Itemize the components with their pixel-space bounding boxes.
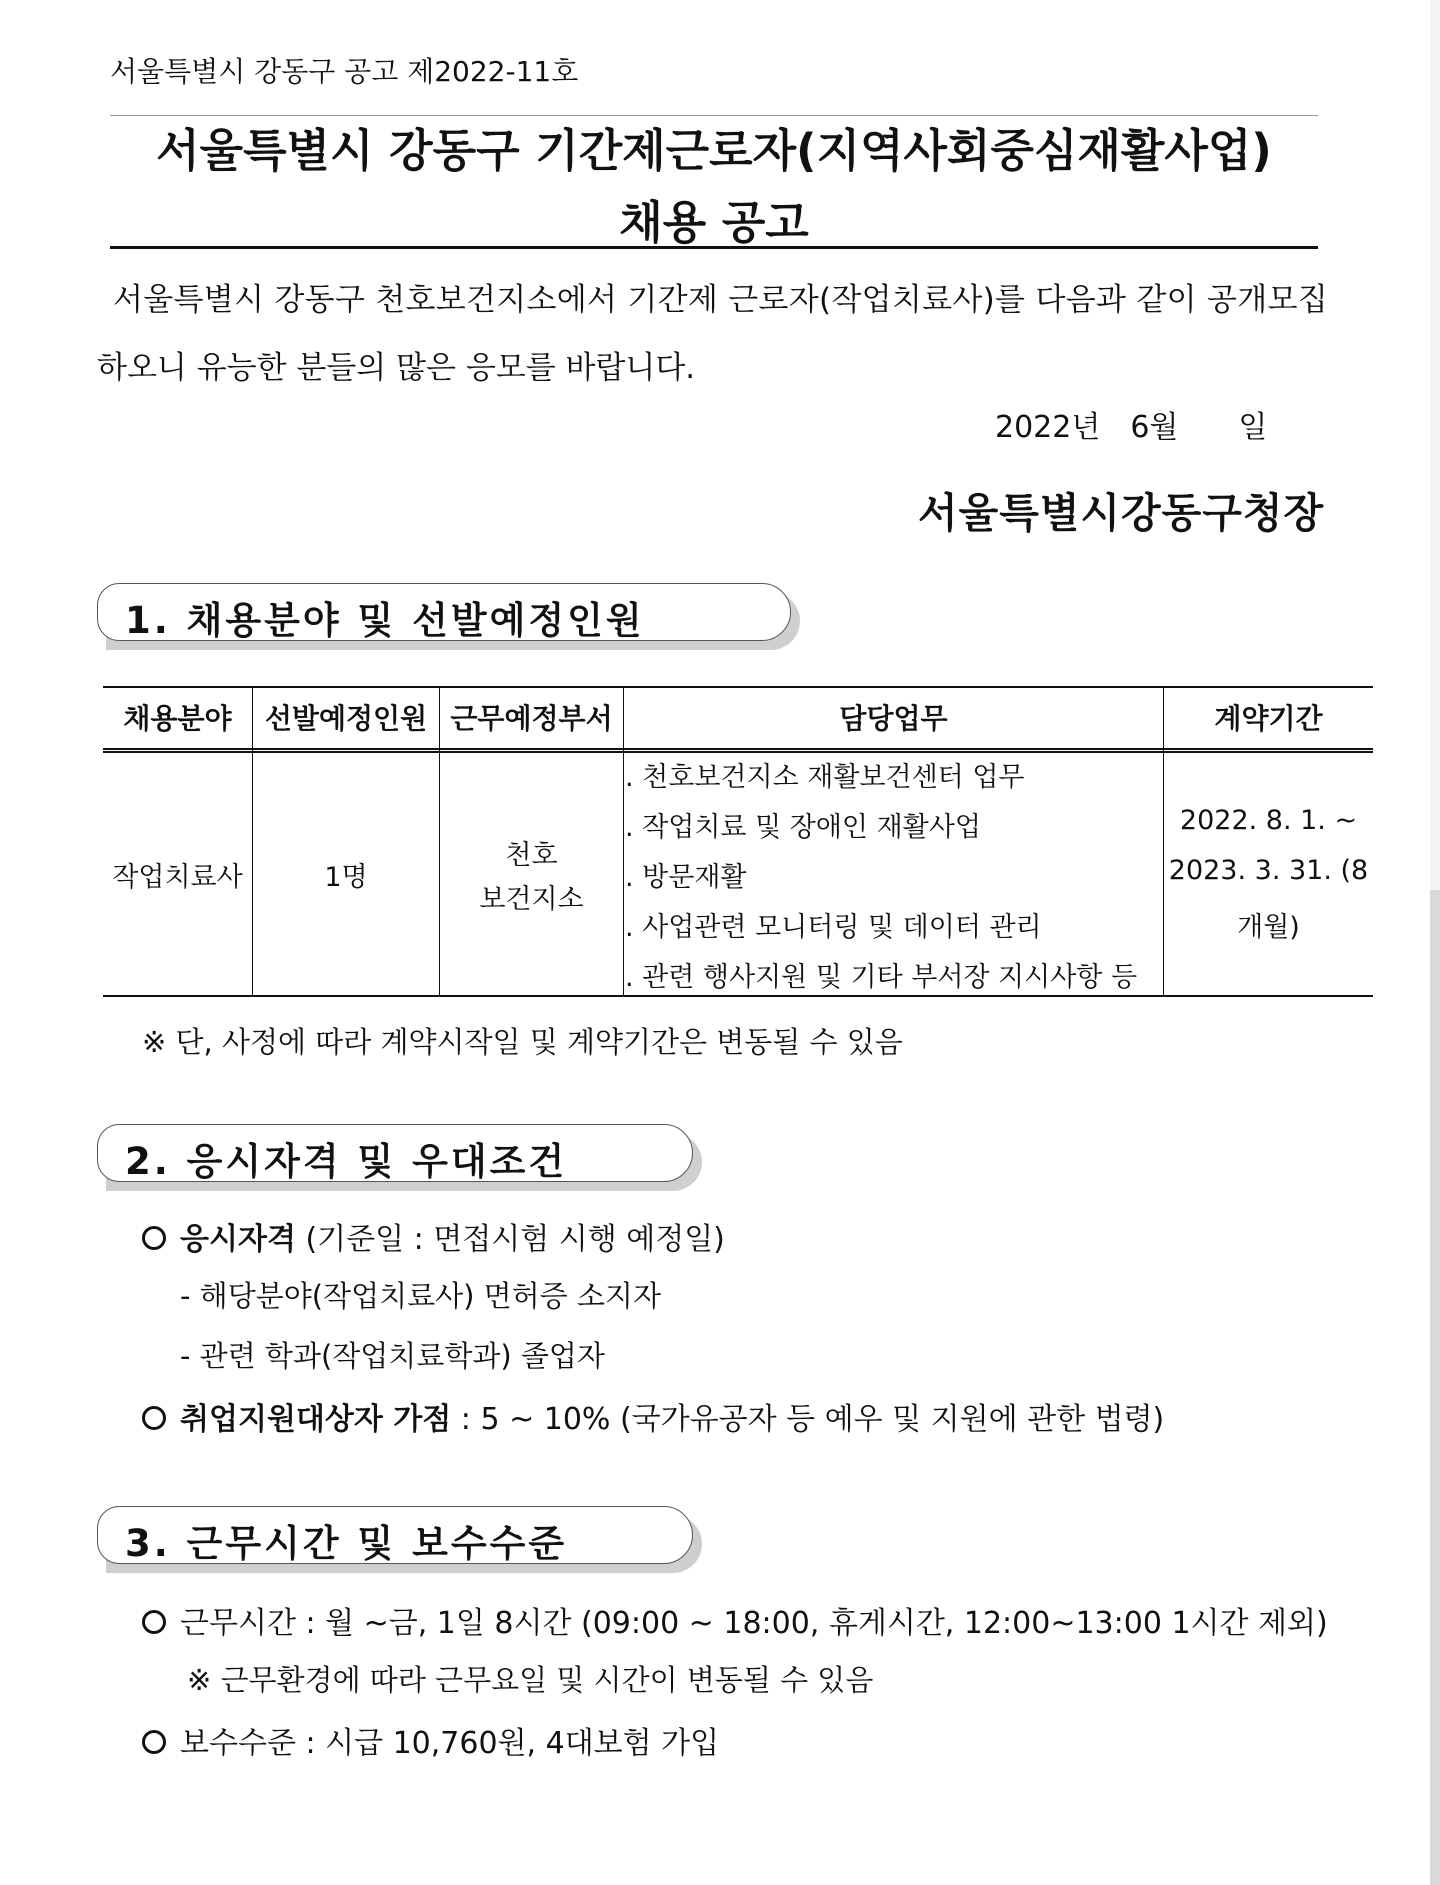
pay-line (142, 1718, 719, 1762)
qualification-label: 응시자격 (180, 1222, 296, 1257)
duty-item: . 방문재활 (625, 862, 747, 893)
contract-note: ※ 단, 사정에 따라 계약시작일 및 계약기간은 변동될 수 있음 (142, 1025, 903, 1059)
hours-line (142, 1598, 1328, 1642)
page-subtitle: 채용 공고 (619, 196, 809, 249)
col-header-field: 채용분야 (123, 702, 232, 735)
page-edge (1430, 0, 1440, 1885)
intro-line-2: 하오니 유능한 분들의 많은 응모를 바랍니다. (97, 350, 696, 386)
table-top-rule (103, 686, 1373, 688)
hours-text: 근무시간 : 월 ~금, 1일 8시간 (09:00 ~ 18:00, 휴게시간, 12:00~13:00 1시간 제외) (180, 1606, 1328, 1641)
bonus-label: 취업지원대상자 가점 (180, 1402, 452, 1437)
duty-item: . 작업치료 및 장애인 재활사업 (625, 812, 981, 843)
col-header-dept: 근무예정부서 (450, 702, 613, 735)
circle-bullet-icon (142, 1730, 166, 1754)
notice-date: 2022년 6월 일 (995, 410, 1268, 445)
cell-period-line-2: 2023. 3. 31. (8 (1168, 855, 1369, 886)
col-header-count: 선발예정인원 (264, 702, 428, 735)
section-2-heading (97, 1124, 693, 1182)
bonus-detail: : 5 ~ 10% (국가유공자 등 예우 및 지원에 관한 법령) (451, 1402, 1165, 1437)
duty-item: . 관련 행사지원 및 기타 부서장 지시사항 등 (625, 962, 1138, 993)
section-1-heading (97, 583, 791, 641)
page-title: 서울특별시 강동구 기간제근로자(지역사회중심재활사업) (156, 124, 1272, 177)
circle-bullet-icon (142, 1610, 166, 1634)
circle-bullet-icon (142, 1406, 166, 1430)
cell-count: 1명 (324, 862, 368, 893)
pay-text: 보수수준 : 시급 10,760원, 4대보험 가입 (180, 1726, 720, 1761)
duty-item: . 천호보건지소 재활보건센터 업무 (625, 762, 1025, 793)
table-header-rule (103, 748, 1373, 753)
qualification-item: - 관련 학과(작업치료학과) 졸업자 (180, 1339, 605, 1373)
qualification-basis: (기준일 : 면접시험 시행 예정일) (295, 1222, 725, 1257)
cell-period-line-1: 2022. 8. 1. ~ (1179, 805, 1358, 836)
qualification-line (142, 1214, 725, 1258)
cell-dept-line-2: 보건지소 (479, 884, 584, 915)
section-3-heading (97, 1506, 693, 1564)
duty-item: . 사업관련 모니터링 및 데이터 관리 (625, 912, 1042, 943)
cell-field: 작업치료사 (112, 862, 243, 893)
table-bottom-rule (103, 995, 1373, 997)
section-3-title: 3. 근무시간 및 보수수준 (125, 1522, 568, 1565)
signer: 서울특별시강동구청장 (918, 489, 1325, 537)
cell-dept-line-1: 천호 (505, 840, 558, 871)
col-header-period: 계약기간 (1214, 702, 1323, 735)
section-1-title: 1. 채용분야 및 선발예정인원 (125, 599, 645, 642)
hours-note: ※ 근무환경에 따라 근무요일 및 시간이 변동될 수 있음 (187, 1663, 874, 1697)
circle-bullet-icon (142, 1226, 166, 1250)
intro-line-1: 서울특별시 강동구 천호보건지소에서 기간제 근로자(작업치료사)를 다음과 같이 공개모집 (113, 282, 1328, 318)
notice-number: 서울특별시 강동구 공고 제2022-11호 (110, 55, 579, 88)
bonus-line (142, 1394, 1164, 1438)
col-header-duties: 담당업무 (839, 702, 948, 735)
qualification-item: - 해당분야(작업치료사) 면허증 소지자 (180, 1279, 661, 1313)
title-underline (110, 246, 1318, 249)
section-2-title: 2. 응시자격 및 우대조건 (125, 1140, 568, 1183)
cell-period-line-3: 개월) (1237, 912, 1300, 943)
